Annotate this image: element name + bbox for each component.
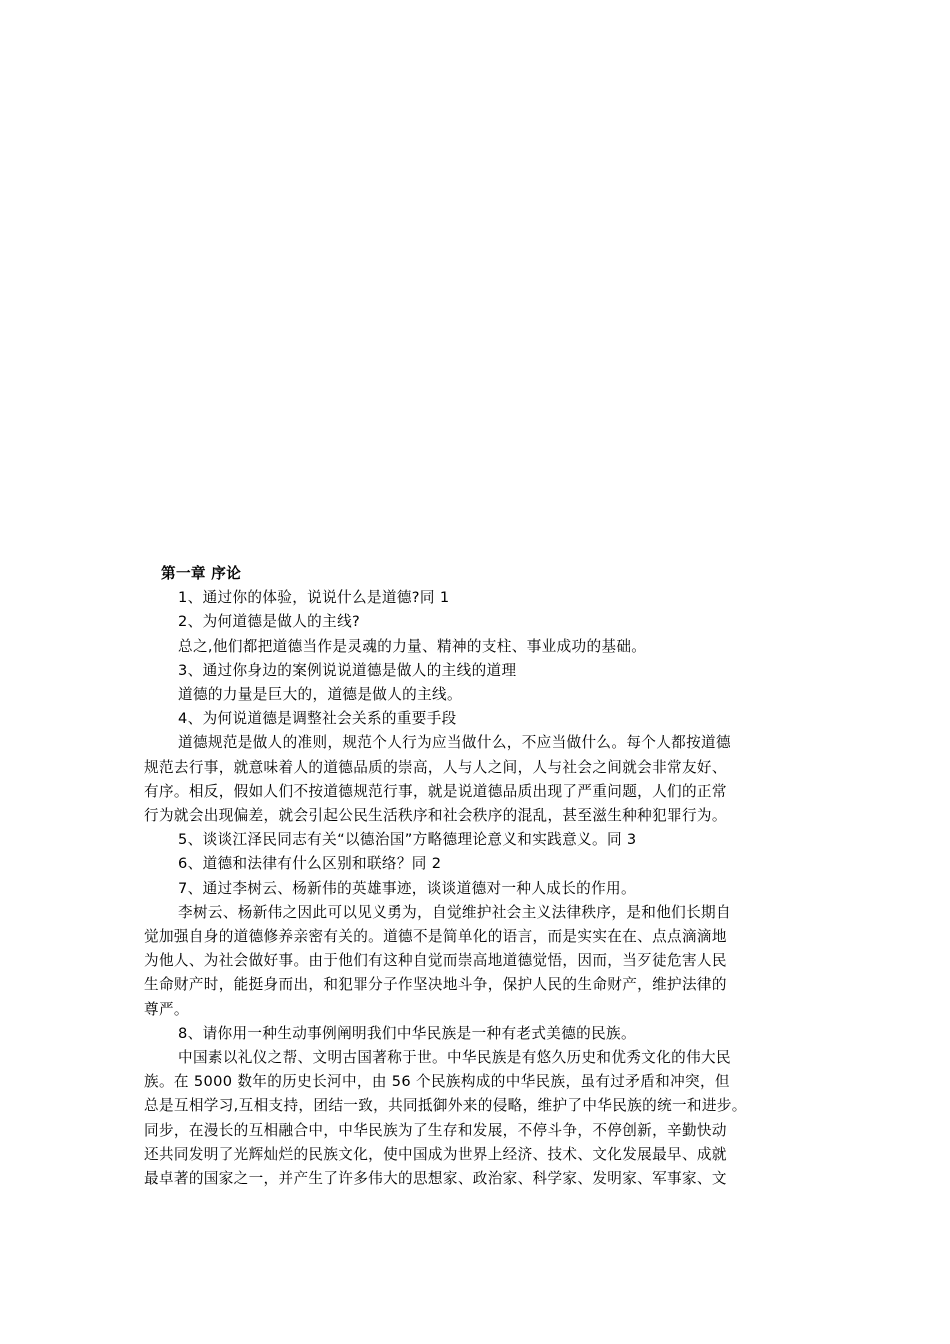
document-body [144, 562, 814, 1191]
question-4: 4、为何说道德是调整社会关系的重要手段 [178, 710, 457, 728]
answer-8-line: 还共同发明了光辉灿烂的民族文化，使中国成为世界上经济、技术、文化发展最早、成就 [144, 1145, 727, 1163]
answer-8-line: 最卓著的国家之一，并产生了许多伟大的思想家、政治家、科学家、发明家、军事家、文 [144, 1170, 727, 1188]
question-7: 7、通过李树云、杨新伟的英雄事迹，谈谈道德对一种人成长的作用。 [178, 879, 636, 897]
question-5: 5、谈谈江泽民同志有关“以德治国”方略德理论意义和实践意义。同 3 [178, 831, 637, 849]
answer-2: 总之,他们都把道德当作是灵魂的力量、精神的支柱、事业成功的基础。 [178, 637, 647, 655]
answer-4-paragraph [144, 731, 814, 828]
answer-4-line: 道德规范是做人的准则，规范个人行为应当做什么，不应当做什么。每个人都按道德 [178, 734, 731, 752]
answer-4-line: 有序。相反，假如人们不按道德规范行事，就是说道德品质出现了严重问题，人们的正常 [144, 782, 727, 800]
question-8: 8、请你用一种生动事例阐明我们中华民族是一种有老式美德的民族。 [178, 1024, 636, 1042]
question-2: 2、为何道德是做人的主线? [178, 613, 361, 631]
question-3: 3、通过你身边的案例说说道德是做人的主线的道理 [178, 661, 517, 679]
answer-7-paragraph [144, 901, 814, 1022]
answer-4-line: 规范去行事，就意味着人的道德品质的崇高，人与人之间，人与社会之间就会非常友好、 [144, 758, 727, 776]
chapter-title: 第一章 序论 [161, 565, 242, 582]
answer-7-line: 李树云、杨新伟之因此可以见义勇为，自觉维护社会主义法律秩序，是和他们长期自 [178, 903, 731, 921]
answer-7-line: 为他人、为社会做好事。由于他们有这种自觉而崇高地道德觉悟，因而，当歹徒危害人民 [144, 952, 727, 970]
answer-7-line: 尊严。 [144, 1000, 189, 1018]
question-6: 6、道德和法律有什么区别和联络？同 2 [178, 855, 442, 873]
answer-4-line: 行为就会出现偏差，就会引起公民生活秩序和社会秩序的混乱，甚至滋生种种犯罪行为。 [144, 807, 727, 825]
answer-8-line: 同步，在漫长的互相融合中，中华民族为了生存和发展，不停斗争，不停创新，辛勤快动 [144, 1121, 727, 1139]
answer-7-line: 觉加强自身的道德修养亲密有关的。道德不是简单化的语言，而是实实在在、点点滴滴地 [144, 928, 727, 946]
answer-8-line: 中国素以礼仪之帮、文明古国著称于世。中华民族是有悠久历史和优秀文化的伟大民 [178, 1049, 731, 1067]
answer-8-paragraph [144, 1046, 814, 1191]
question-1: 1、通过你的体验，说说什么是道德?同 1 [178, 589, 450, 607]
answer-8-line: 总是互相学习,互相支持，团结一致，共同抵御外来的侵略，维护了中华民族的统一和进步。 [144, 1097, 747, 1115]
answer-3: 道德的力量是巨大的，道德是做人的主线。 [178, 686, 462, 704]
answer-7-line: 生命财产时，能挺身而出，和犯罪分子作坚决地斗争，保护人民的生命财产，维护法律的 [144, 976, 727, 994]
answer-8-line: 族。在 5000 数年的历史长河中，由 56 个民族构成的中华民族，虽有过矛盾和冲突，但 [144, 1073, 730, 1091]
